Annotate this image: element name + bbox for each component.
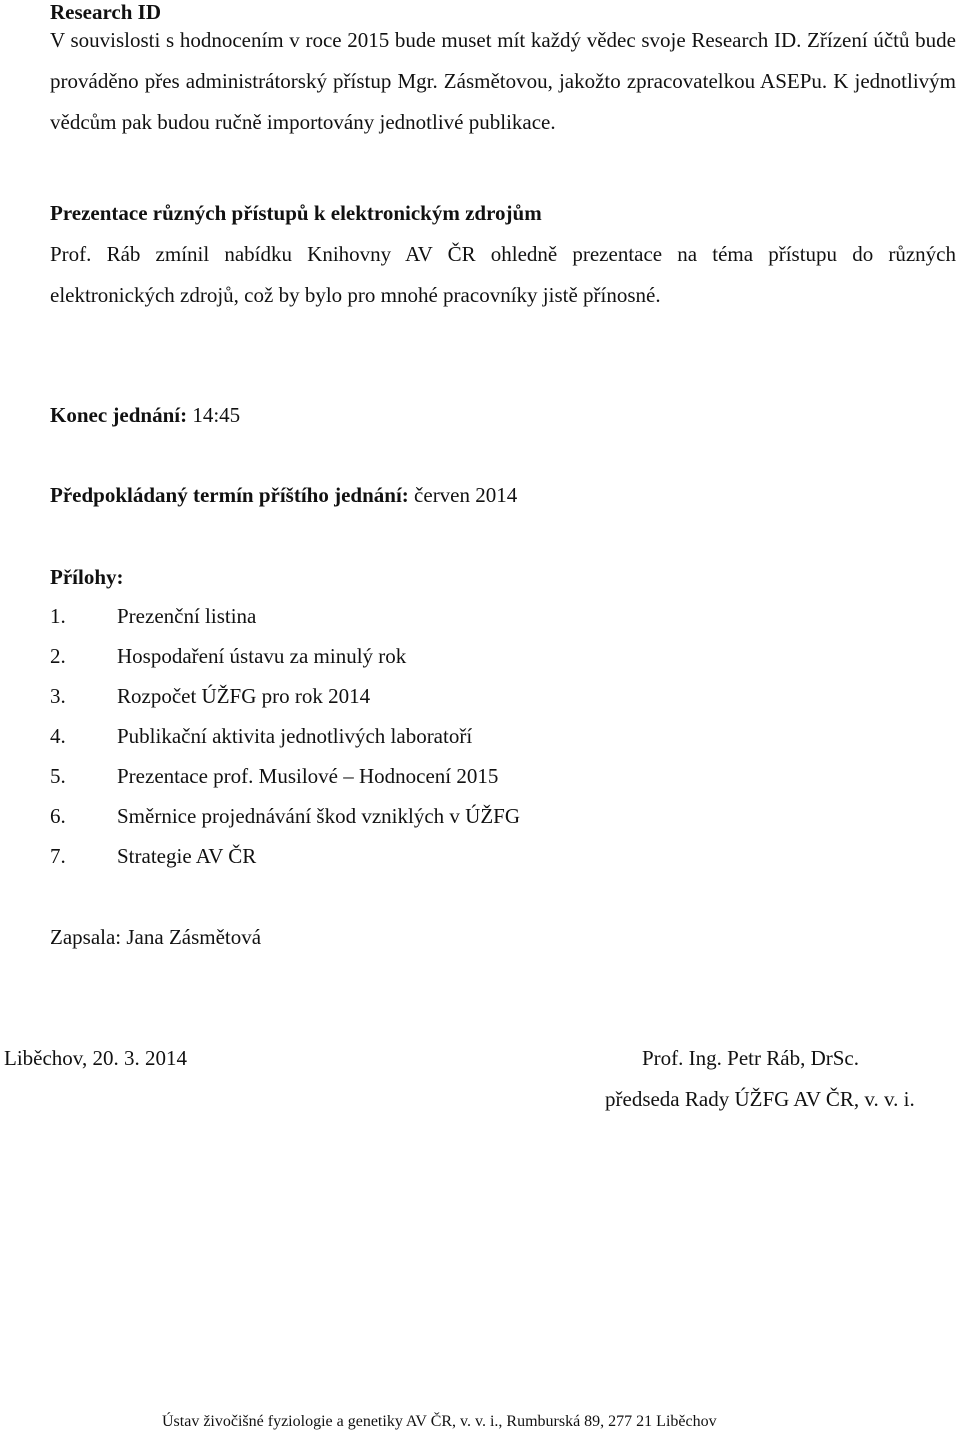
attachment-number: 7. [50,844,66,868]
attachment-item [50,844,256,869]
section-heading-presentation: Prezentace různých přístupů k elektronickým zdrojům [50,201,542,225]
meeting-end [50,403,240,428]
section-heading-research-id: Research ID [50,0,162,24]
attachments-heading: Přílohy: [50,565,124,589]
page-footer: Ústav živočišné fyziologie a genetiky AV ČR, v. v. i., Rumburská 89, 277 21 Liběchov [162,1413,717,1430]
attachment-text: Publikační aktivita jednotlivých laboratoří [117,724,473,748]
signatory-name: Prof. Ing. Petr Ráb, DrSc. [642,1046,859,1070]
attachment-item [50,764,498,789]
attachment-item [50,644,406,669]
place-date: Liběchov, 20. 3. 2014 [4,1046,187,1070]
attachment-number: 3. [50,684,66,708]
research-id-paragraph: V souvislosti s hodnocením v roce 2015 bude muset mít každý vědec svoje Research ID. Zřízení účtů bude prováděno přes administrátorský přístup Mgr. Zásmětovou, jakožto zpracovatelkou ASEPu. K jednotlivým vědcům pak budou ručně importovány jednotlivé publikace. [50,28,956,134]
recorded-by: Zapsala: Jana Zásmětová [50,925,262,949]
next-meeting-value: červen 2014 [414,483,518,507]
attachment-text: Rozpočet ÚŽFG pro rok 2014 [117,684,371,708]
attachment-text: Směrnice projednávání škod vzniklých v ÚŽFG [117,804,520,828]
presentation-paragraph: Prof. Ráb zmínil nabídku Knihovny AV ČR ohledně prezentace na téma přístupu do různých elektronických zdrojů, což by bylo pro mnohé pracovníky jistě přínosné. [50,242,956,307]
attachment-text: Prezenční listina [117,604,257,628]
attachment-item [50,724,472,749]
attachment-item [50,604,256,629]
signatory-role: předseda Rady ÚŽFG AV ČR, v. v. i. [605,1087,915,1111]
attachment-number: 4. [50,724,66,748]
attachment-item [50,804,520,829]
next-meeting-label: Předpokládaný termín příštího jednání: [50,483,409,507]
next-meeting [50,483,517,508]
attachment-text: Strategie AV ČR [117,844,257,868]
attachment-number: 6. [50,804,66,828]
attachment-number: 2. [50,644,66,668]
attachment-number: 1. [50,604,66,628]
meeting-end-value: 14:45 [192,403,241,427]
attachment-text: Prezentace prof. Musilové – Hodnocení 2015 [117,764,499,788]
attachment-number: 5. [50,764,66,788]
attachment-text: Hospodaření ústavu za minulý rok [117,644,407,668]
meeting-end-label: Konec jednání: [50,403,188,427]
attachment-item [50,684,370,709]
